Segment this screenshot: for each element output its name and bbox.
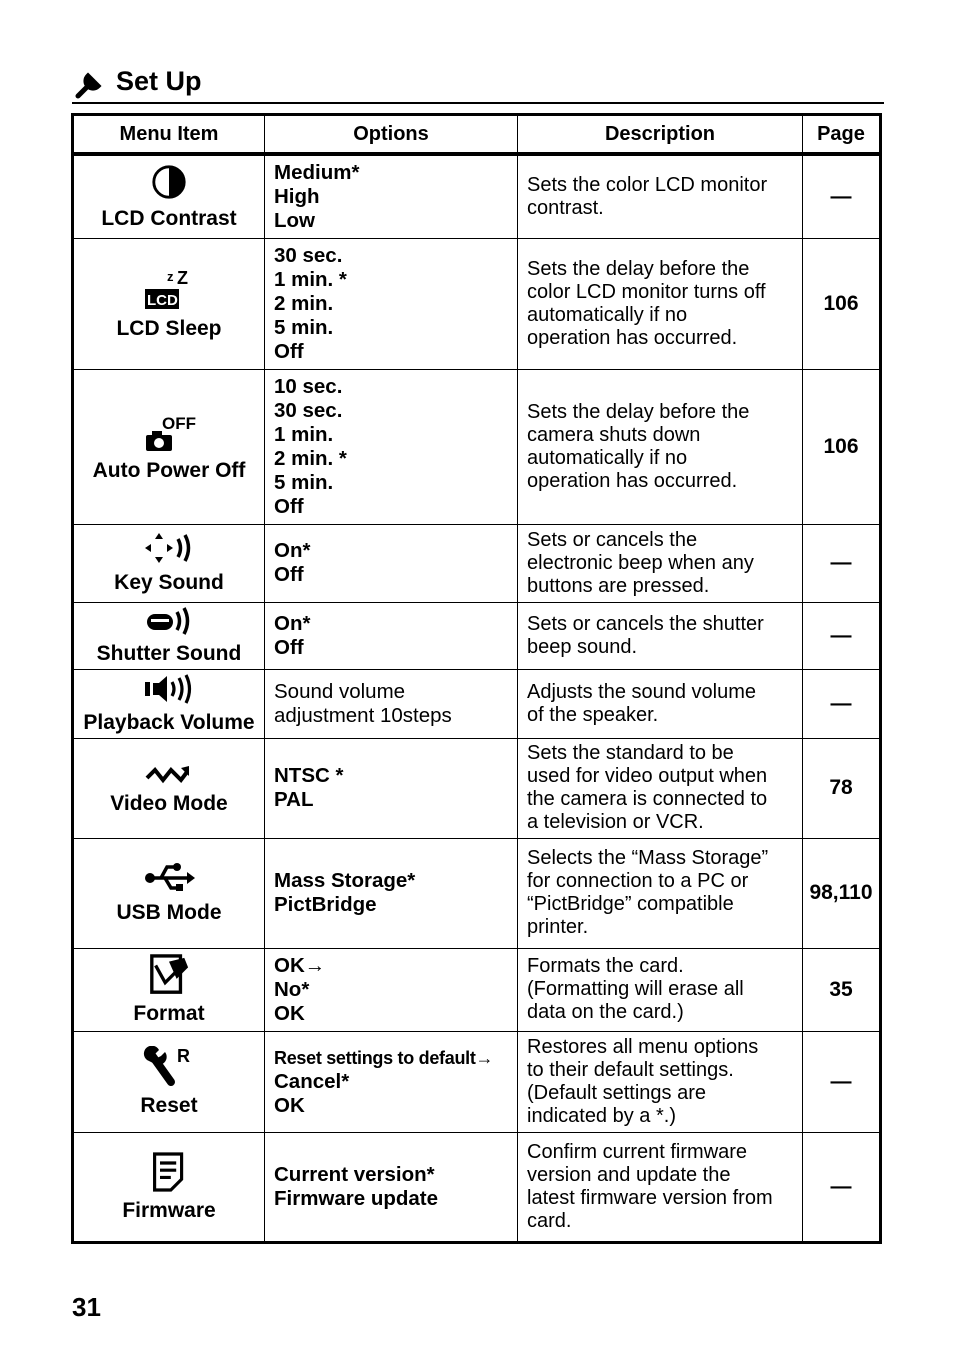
options-cell	[265, 1132, 518, 1242]
usb-icon	[74, 861, 264, 900]
menu-item-name: Key Sound	[114, 571, 224, 594]
auto-power-off-icon	[74, 411, 264, 458]
option-value: 2 min. *	[274, 446, 347, 470]
options-cell	[265, 1031, 518, 1132]
contrast-icon	[74, 163, 264, 206]
page-reference: —	[803, 669, 881, 738]
column-header-page: Page	[803, 115, 881, 155]
description-line: operation has occurred.	[527, 326, 738, 349]
options-cell	[265, 369, 518, 524]
description-line: Sets the delay before the	[527, 257, 750, 280]
menu-item-cell	[73, 602, 265, 669]
option-value: PictBridge	[274, 893, 377, 916]
table-row-usb-mode	[73, 838, 881, 948]
key-sound-icon	[74, 531, 264, 570]
description-line: buttons are pressed.	[527, 574, 710, 597]
option-value: Firmware update	[274, 1186, 439, 1210]
description-cell	[518, 154, 803, 238]
description-line: contrast.	[527, 196, 604, 219]
menu-item-name: Reset	[140, 1093, 198, 1117]
description-line: Adjusts the sound volume	[527, 680, 757, 703]
option-value: 5 min.	[274, 470, 334, 494]
description-line: to their default settings.	[527, 1058, 734, 1081]
description-line: Sets or cancels the	[527, 528, 698, 551]
description-line: beep sound.	[527, 635, 638, 658]
menu-item-name: USB Mode	[116, 901, 222, 924]
table-row-key-sound	[73, 524, 881, 602]
menu-item-name: Auto Power Off	[92, 458, 246, 482]
menu-item-cell	[73, 669, 265, 738]
description-line: Sets the color LCD monitor	[527, 173, 768, 196]
menu-item-cell	[73, 948, 265, 1031]
option-value: adjustment 10steps	[274, 703, 452, 727]
description-line: card.	[527, 1209, 572, 1232]
svg-text:OFF: OFF	[162, 413, 196, 433]
reset-icon	[74, 1046, 264, 1093]
option-value: NTSC *	[274, 764, 344, 787]
page-reference: 106	[803, 238, 881, 369]
svg-text:z: z	[167, 268, 174, 284]
description-cell	[518, 669, 803, 738]
section-header	[72, 64, 884, 104]
page-number: 31	[72, 1292, 101, 1322]
option-value: Current version*	[274, 1162, 435, 1186]
description-line: of the speaker.	[527, 703, 659, 726]
option-value: 30 sec.	[274, 398, 343, 422]
description-cell	[518, 838, 803, 948]
description-line: the camera is connected to	[527, 788, 768, 810]
description-cell	[518, 602, 803, 669]
description-cell	[518, 524, 803, 602]
column-header-menu-item: Menu Item	[73, 115, 265, 155]
svg-text:LCD: LCD	[147, 291, 178, 309]
description-line: Sets the delay before the	[527, 400, 750, 423]
description-line: version and update the	[527, 1163, 731, 1186]
option-value: 2 min.	[274, 291, 334, 315]
option-value: Reset settings to default→	[274, 1047, 494, 1068]
option-value: Off	[274, 339, 304, 363]
column-header-options: Options	[265, 115, 518, 155]
options-cell	[265, 524, 518, 602]
table-row-lcd-contrast	[73, 154, 881, 238]
menu-item-cell	[73, 838, 265, 948]
description-line: Selects the “Mass Storage”	[527, 847, 769, 869]
menu-item-cell	[73, 154, 265, 238]
description-line: Formats the card.	[527, 955, 684, 977]
menu-item-cell	[73, 369, 265, 524]
description-line: Confirm current firmware	[527, 1140, 748, 1163]
description-line: operation has occurred.	[527, 469, 738, 492]
description-line: latest firmware version from	[527, 1186, 773, 1209]
menu-item-name: Format	[133, 1001, 205, 1025]
description-line: (Formatting will erase all	[527, 978, 744, 1000]
description-line: Sets or cancels the shutter	[527, 612, 764, 635]
description-line: Sets the standard to be	[527, 742, 734, 764]
option-value: 1 min.	[274, 422, 334, 446]
options-cell	[265, 838, 518, 948]
column-header-description: Description	[518, 115, 803, 155]
description-line: electronic beep when any	[527, 551, 754, 574]
page-title: Set Up	[116, 66, 202, 96]
description-cell	[518, 948, 803, 1031]
option-value: 5 min.	[274, 315, 334, 339]
options-cell	[265, 948, 518, 1031]
setup-menu-table	[71, 113, 882, 1244]
description-line: color LCD monitor turns off	[527, 280, 766, 303]
page-reference: —	[803, 1132, 881, 1242]
option-value: 30 sec.	[274, 243, 343, 267]
description-line: camera shuts down	[527, 423, 701, 446]
menu-item-name: Shutter Sound	[96, 641, 242, 665]
option-value: Cancel*	[274, 1069, 350, 1093]
page-reference: —	[803, 154, 881, 238]
option-value: On*	[274, 539, 311, 562]
table-row-playback-volume	[73, 669, 881, 738]
option-value: Medium*	[274, 160, 360, 184]
option-value: High	[274, 184, 320, 208]
shutter-sound-icon	[74, 606, 264, 641]
option-value: Off	[274, 635, 304, 659]
menu-item-cell	[73, 238, 265, 369]
page-reference: 98,110	[803, 838, 881, 948]
description-line: indicated by a *.)	[527, 1104, 676, 1127]
options-cell	[265, 154, 518, 238]
options-cell	[265, 669, 518, 738]
firmware-icon	[74, 1151, 264, 1198]
menu-item-name: Firmware	[122, 1198, 216, 1222]
table-row-video-mode	[73, 738, 881, 838]
description-cell	[518, 369, 803, 524]
wrench-icon	[74, 70, 104, 100]
option-value: PAL	[274, 788, 314, 811]
svg-text:R: R	[177, 1045, 190, 1066]
menu-item-name: Playback Volume	[83, 710, 255, 734]
description-line: automatically if no	[527, 303, 688, 326]
description-line: (Default settings are	[527, 1081, 706, 1104]
video-out-icon	[74, 760, 264, 791]
page-reference: 106	[803, 369, 881, 524]
table-row-firmware	[73, 1132, 881, 1242]
description-line: used for video output when	[527, 765, 768, 787]
description-line: automatically if no	[527, 446, 688, 469]
description-line: Restores all menu options	[527, 1035, 759, 1058]
menu-item-cell	[73, 738, 265, 838]
menu-item-name: LCD Sleep	[116, 316, 222, 340]
option-value: Off	[274, 563, 304, 586]
option-value: No*	[274, 977, 310, 1001]
table-row-shutter-sound	[73, 602, 881, 669]
option-value: OK	[274, 1001, 305, 1025]
option-value: Mass Storage*	[274, 869, 416, 892]
option-value: OK→	[274, 953, 326, 977]
option-value: 10 sec.	[274, 374, 343, 398]
menu-item-name: LCD Contrast	[101, 206, 237, 230]
option-value: Off	[274, 494, 304, 518]
menu-item-cell	[73, 524, 265, 602]
description-line: “PictBridge” compatible	[527, 893, 734, 915]
description-cell	[518, 1132, 803, 1242]
description-cell	[518, 1031, 803, 1132]
description-line: printer.	[527, 916, 589, 938]
menu-item-cell	[73, 1132, 265, 1242]
description-line: for connection to a PC or	[527, 870, 749, 892]
menu-item-cell	[73, 1031, 265, 1132]
page-reference: —	[803, 602, 881, 669]
option-value: On*	[274, 611, 311, 635]
menu-item-name: Video Mode	[110, 792, 228, 815]
options-cell	[265, 602, 518, 669]
page-reference: —	[803, 524, 881, 602]
table-row-reset	[73, 1031, 881, 1132]
option-value: 1 min. *	[274, 267, 347, 291]
option-value: Low	[274, 208, 315, 232]
format-icon	[74, 954, 264, 1001]
table-header-row	[73, 115, 881, 155]
lcd-sleep-icon	[74, 267, 264, 316]
page-reference: —	[803, 1031, 881, 1132]
page-reference: 35	[803, 948, 881, 1031]
description-line: a television or VCR.	[527, 811, 704, 833]
description-line: data on the card.)	[527, 1001, 684, 1023]
description-cell	[518, 238, 803, 369]
table-row-format	[73, 948, 881, 1031]
page-reference: 78	[803, 738, 881, 838]
options-cell	[265, 738, 518, 838]
options-cell	[265, 238, 518, 369]
description-cell	[518, 738, 803, 838]
svg-text:Z: Z	[177, 267, 188, 288]
table-row-lcd-sleep	[73, 238, 881, 369]
option-value: OK	[274, 1093, 305, 1117]
table-row-auto-power-off	[73, 369, 881, 524]
speaker-icon	[74, 673, 264, 710]
option-value: Sound volume	[274, 679, 406, 703]
